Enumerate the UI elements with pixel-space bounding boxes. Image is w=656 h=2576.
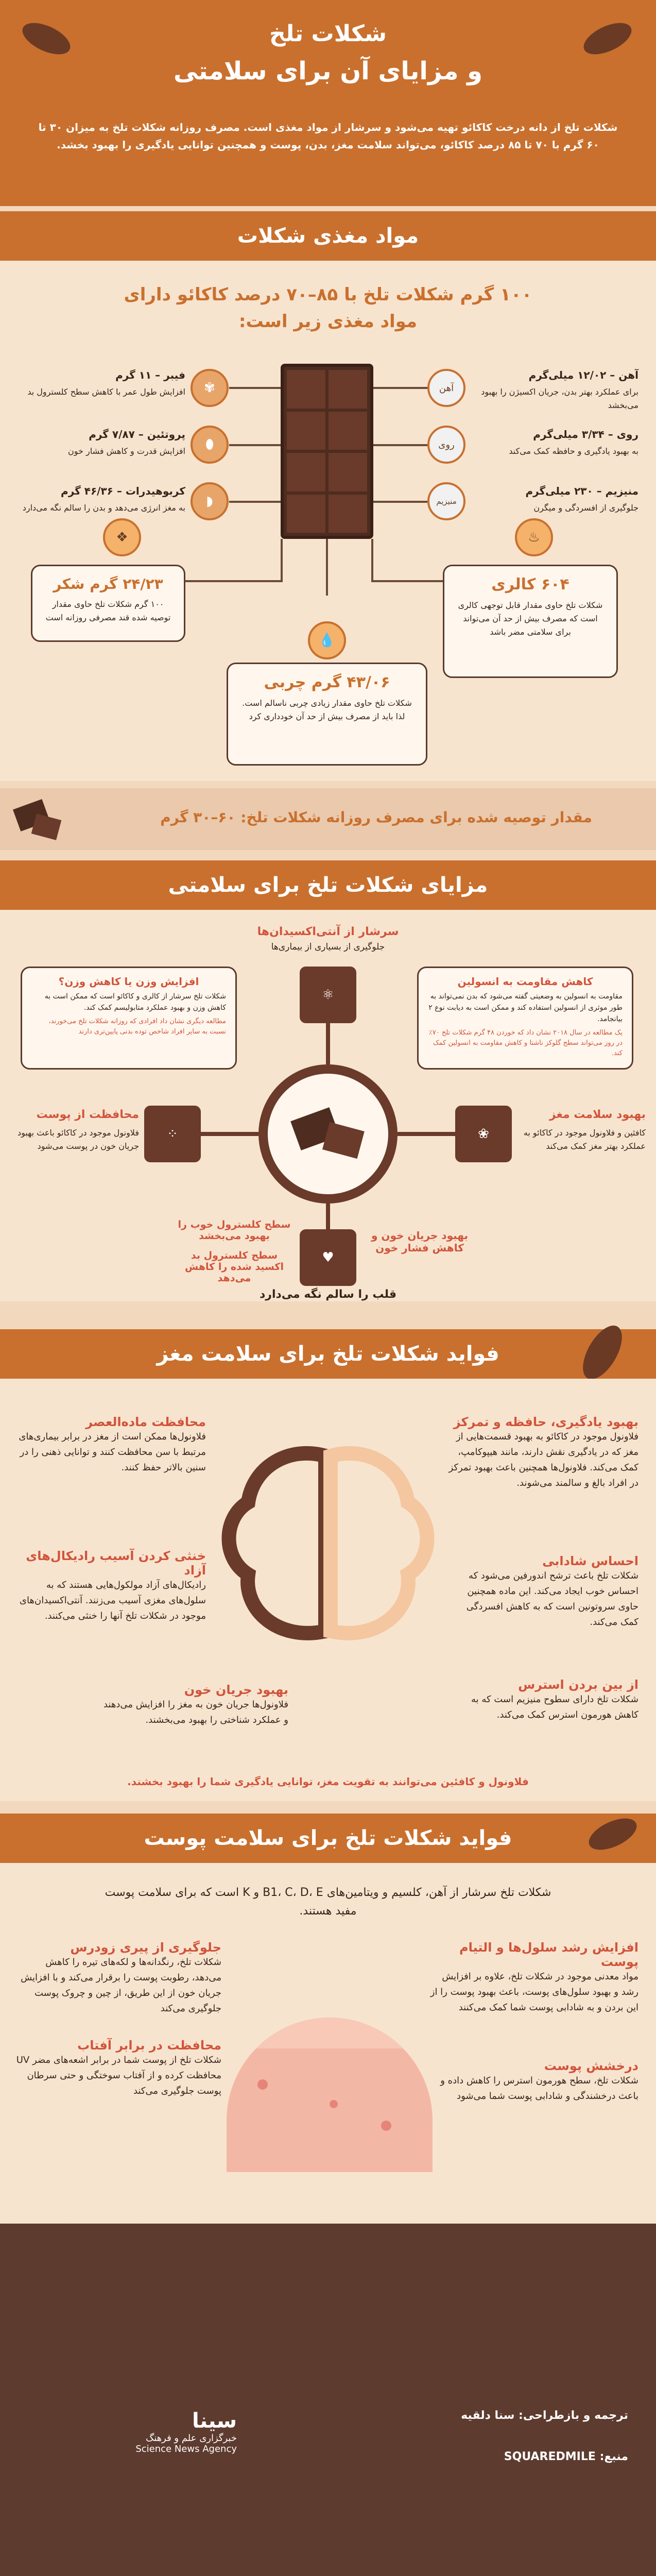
egg-icon: ⬮ — [191, 426, 229, 464]
heart-text-2: سطح کلسترول بد اکسید شده را کاهش می‌دهد — [184, 1250, 284, 1284]
antioxidants-title: سرشار از آنتی‌اکسیدان‌ها — [257, 925, 399, 938]
stress-text: شکلات تلخ دارای سطوح منیزیم است که به کاهش هورمون استرس کمک می‌کند. — [471, 1694, 638, 1720]
skin-title: محافظت از پوست — [36, 1108, 139, 1121]
cocoa-pod-icon — [577, 10, 638, 67]
cocoa-pod-icon — [582, 1803, 644, 1865]
memory-title: بهبود یادگیری، حافظه و تمرکز — [453, 1415, 638, 1429]
section-nutrients-title: مواد مغذی شکلات — [0, 211, 656, 261]
aging-text: شکلات تلخ، رنگدانه‌ها و لکه‌های تیره را کاهش می‌دهد، رطوبت پوست را برقرار می‌کند و با افزایش جریان خون از این طریق، از چین و چروک پوست جلوگیری می‌کند — [21, 1957, 221, 2014]
calories-text: شکلات تلخ حاوی مقدار قابل توجهی کالری است که مصرف بیش از حد آن می‌تواند برای سلامتی مضر باشد — [458, 600, 603, 637]
aging-block — [15, 1940, 221, 2016]
chocolate-pieces-icon — [10, 793, 67, 845]
memory-text: فلاونول موجود در کاکائو به بهبود قسمت‌هایی از مغز که در یادگیری نقش دارند، مانند هیپوکامپ، کمک می‌کند. فلاونول‌ها همچنین باعث بهبود تمرکز در افراد بالغ و سالمند می‌شوند. — [448, 1431, 638, 1488]
blood-text: بهبود جریان خون و کاهش فشار خون — [371, 1229, 468, 1254]
source-line — [340, 2450, 628, 2463]
weight-note: مطالعه دیگری نشان داد افرادی که روزانه شکلات تلخ می‌خورند، نسبت به سایر افراد شاخص توده بدنی پایین‌تری دارند — [48, 1018, 226, 1036]
heart-footer: قلب را سالم نگه می‌دارد — [260, 1288, 396, 1301]
nutrients-headline: ۱۰۰ گرم شکلات تلخ با ۸۵–۷۰ درصد کاکائو دارای مواد مغذی زیر است: — [124, 284, 532, 332]
calories-card — [443, 565, 618, 678]
sugar-text: ۱۰۰ گرم شکلات تلخ حاوی مقدار توصیه شده قند مصرفی روزانه است — [45, 599, 171, 622]
fat-title: ۴۳/۰۶ گرم چربی — [264, 673, 390, 691]
happy-block — [453, 1554, 638, 1630]
brain-health-text: کافئین و فلاونول موجود در کاکائو به عملکرد بهتر مغز کمک می‌کند — [523, 1128, 646, 1151]
connector-line — [229, 444, 281, 446]
section-health-title: مزایای شکلات تلخ برای سلامتی — [0, 860, 656, 910]
brain-icon: ❀ — [455, 1106, 512, 1162]
chocolate-circle — [258, 1064, 398, 1204]
heart-text-1: سطح کلسترول خوب را بهبود می‌بخشد — [178, 1219, 291, 1242]
memory-block — [448, 1415, 638, 1491]
weight-title: افزایش وزن یا کاهش وزن؟ — [58, 975, 199, 988]
daily-band — [0, 788, 656, 850]
antioxidants-text: جلوگیری از بسیاری از بیماری‌ها — [271, 942, 385, 952]
insulin-title: کاهش مقاومت به انسولین — [457, 975, 593, 988]
heal-text: مواد معدنی موجود در شکلات تلخ، علاوه بر افزایش رشد و بهبود سلول‌های پوست، باعث بهبود پوست را از این بردن و به شادابی پوست شما کمک می‌کنند — [430, 1971, 638, 2013]
happy-title: احساس شادابی — [542, 1554, 638, 1568]
credit-text: ترجمه و بازطراحی: سنا دلقیه — [461, 2409, 628, 2422]
health-panel — [0, 910, 656, 1301]
header-title-1: شکلات تلخ — [269, 21, 387, 47]
insulin-card — [417, 967, 633, 1070]
logo-text: سینا — [192, 2409, 237, 2433]
sun-title: محافظت در برابر آفتاب — [77, 2038, 221, 2053]
agency-fa: خبرگزاری علم و فرهنگ — [146, 2433, 237, 2444]
iron-title: آهن – ۱۲/۰۲ میلی‌گرم — [528, 369, 638, 381]
zinc-title: روی – ۳/۳۴ میلی‌گرم — [533, 428, 638, 440]
insulin-note: یک مطالعه در سال ۲۰۱۸ نشان داد که خوردن ۴۸ گرم شکلات تلخ ۷۰٪ در روز می‌تواند سطح گلوکز ناشتا و کاهش مقاومت به انسولین کمک کند. — [428, 1029, 623, 1057]
heart-icon: ♥ — [300, 1229, 356, 1286]
daily-text: مقدار توصیه شده برای مصرف روزانه شکلات تلخ: ۶۰–۳۰ گرم — [160, 809, 592, 826]
section-brain-title: فواید شکلات تلخ برای سلامت مغز — [0, 1329, 656, 1379]
header-band — [0, 0, 656, 206]
connector-line — [229, 501, 281, 503]
heal-block — [427, 1940, 638, 2015]
glow-block — [427, 2059, 638, 2104]
calories-title: ۶۰۴ کالری — [491, 575, 569, 594]
protein-text: افزایش قدرت و کاهش فشار خون — [68, 446, 185, 456]
bread-icon: ◗ — [191, 482, 229, 520]
connector-line — [373, 387, 427, 389]
connector-line — [373, 501, 427, 503]
agency-logo — [21, 2409, 237, 2454]
molecule-icon: ⚛ — [300, 967, 356, 1023]
connector-line — [326, 539, 328, 596]
magnesium-badge: منیزیم — [427, 482, 465, 520]
sugar-card — [31, 565, 185, 642]
stress-title: از بین بردن استرس — [518, 1677, 638, 1692]
fiber-title: فیبر – ۱۱ گرم — [115, 369, 185, 381]
carbs-title: کربوهیدرات – ۴۶/۳۶ گرم — [61, 485, 185, 497]
flow-text: فلاونول‌ها جریان خون به مغز را افزایش می‌دهند و عملکرد شناختی را بهبود می‌بخشند. — [103, 1699, 288, 1725]
skin-intro: شکلات تلخ سرشار از آهن، کلسیم و ویتامین‌های B1، C، D، E و K است که برای سلامت پوست مفید هستند. — [105, 1886, 551, 1918]
chocolate-drip-icon — [0, 2193, 656, 2296]
flame-icon: ♨ — [515, 518, 553, 556]
sun-text: شکلات تلخ از پوست شما در برابر اشعه‌های مضر UV محافظت کرده و از آفتاب سوختگی و حتی سرطان پوست جلوگیری می‌کند — [16, 2055, 221, 2096]
source-value: SQUAREDMILE — [504, 2450, 596, 2463]
magnesium-title: منیزیم – ۲۳۰ میلی‌گرم — [525, 485, 638, 497]
glow-text: شکلات تلخ، سطح هورمون استرس را کاهش داده و باعث درخشندگی و شادابی پوست شما می‌شود — [440, 2075, 638, 2102]
connector-line — [326, 1023, 330, 1064]
weight-card — [21, 967, 237, 1070]
nutrients-panel — [0, 261, 656, 781]
connector-line — [229, 387, 281, 389]
connector-line — [201, 1132, 258, 1136]
brain-panel — [0, 1379, 656, 1801]
footer-band — [0, 2224, 656, 2576]
stress-block — [453, 1677, 638, 1723]
sugar-cubes-icon: ❖ — [103, 518, 141, 556]
radicals-title: خنثی کردن آسیب رادیکال‌های آزاد — [26, 1549, 206, 1578]
zinc-text: به بهبود یادگیری و حافظه کمک می‌کند — [509, 446, 638, 456]
protein-title: پروتئین – ۷/۸۷ گرم — [89, 428, 185, 440]
magnesium-text: جلوگیری از افسردگی و میگرن — [533, 503, 638, 513]
cocoa-pod-icon — [15, 10, 77, 67]
source-label: منبع: — [599, 2450, 628, 2463]
fiber-text: افزایش طول عمر با کاهش سطح کلسترول بد — [27, 387, 185, 397]
weight-text: شکلات تلخ سرشار از کالری و کاکائو است که ممکن است به کاهش وزن و بهبود عملکرد متابولیسم کمک کند. — [44, 992, 226, 1012]
neuro-title: محافظت ماده‌العصر — [85, 1415, 206, 1429]
brain-illustration-icon — [212, 1440, 444, 1657]
insulin-text: مقاومت به انسولین به وضعیتی گفته می‌شود که بدن نمی‌تواند به طور موثری از انسولین استفاده کند و ممکن است به دیابت نوع ۲ بیانجامد. — [428, 992, 623, 1023]
radicals-block — [15, 1549, 206, 1624]
flow-block — [103, 1683, 288, 1728]
radicals-text: رادیکال‌های آزاد مولکول‌هایی هستند که به سلول‌های مغزی آسیب می‌زنند. آنتی‌اکسیدان‌های موجود در شکلات تلخ آنها را خنثی می‌کنند. — [19, 1580, 206, 1621]
brain-footer: فلاونول و کافئین می‌توانند به تقویت مغز، توانایی یادگیری شما را بهبود بخشند. — [127, 1775, 529, 1788]
agency-en: Science News Agency — [135, 2444, 237, 2454]
neuro-block — [15, 1415, 206, 1476]
skin-cells-icon: ⁘ — [144, 1106, 201, 1162]
heal-title: افزایش رشد سلول‌ها و التیام پوست — [459, 1940, 638, 1969]
neuro-text: فلاونول‌ها ممکن است از مغز در برابر بیماری‌های مرتبط با سن محافظت کنند و توانایی ذهنی را در سنین بالاتر حفظ کنند. — [19, 1431, 206, 1473]
aging-title: جلوگیری از پیری زودرس — [70, 1940, 221, 1955]
header-intro: شکلات تلخ از دانه درخت کاکائو تهیه می‌شود و سرشار از مواد مغذی است. مصرف روزانه شکلات تلخ به میزان ۳۰ تا ۶۰ گرم با ۷۰ تا ۸۵ درصد کاکائو، می‌تواند سلامت مغز، بدن، پوست و همچنین توانایی یادگیری را بهبود بخشد. — [38, 121, 618, 151]
connector-line — [373, 444, 427, 446]
iron-text: برای عملکرد بهتر بدن، جریان اکسیژن را بهبود می‌بخشد — [481, 387, 638, 410]
connector-line — [281, 539, 283, 582]
skin-text: فلاونول موجود در کاکائو باعث بهبود جریان خون در پوست می‌شود — [18, 1128, 139, 1151]
iron-badge: آهن — [427, 369, 465, 407]
sun-block — [15, 2038, 221, 2099]
happy-text: شکلات تلخ باعث ترشح اندورفین می‌شود که احساس خوب ایجاد می‌کند. این ماده همچنین حاوی سروتونین است که به کاهش افسردگی کمک می‌کند. — [466, 1570, 638, 1628]
skin-panel — [0, 1863, 656, 2224]
connector-line — [326, 1204, 330, 1229]
zinc-badge: روی — [427, 426, 465, 464]
skin-layer-illustration — [227, 2018, 433, 2172]
fat-text: شکلات تلخ حاوی مقدار زیادی چربی ناسالم است. لذا باید از مصرف بیش از حد آن خودداری کرد — [242, 698, 412, 721]
connector-line — [398, 1132, 455, 1136]
drop-icon: 💧 — [308, 621, 346, 659]
flow-title: بهبود جریان خون — [184, 1683, 288, 1697]
wheat-icon: ✾ — [191, 369, 229, 407]
brain-health-title: بهبود سلامت مغز — [549, 1108, 646, 1121]
header-title-2: و مزایای آن برای سلامتی — [173, 57, 483, 86]
connector-line — [371, 539, 373, 582]
chocolate-bar — [281, 364, 373, 539]
glow-title: درخشش پوست — [544, 2059, 638, 2073]
chocolate-pieces-icon — [284, 1103, 372, 1165]
carbs-text: به مغز انرژی می‌دهد و بدن را سالم نگه می‌دارد — [22, 503, 185, 513]
cocoa-pod-icon — [566, 1319, 638, 1386]
section-skin-title: فواید شکلات تلخ برای سلامت پوست — [0, 1814, 656, 1863]
fat-card — [227, 663, 427, 766]
sugar-title: ۲۴/۲۳ گرم شکر — [53, 575, 163, 592]
